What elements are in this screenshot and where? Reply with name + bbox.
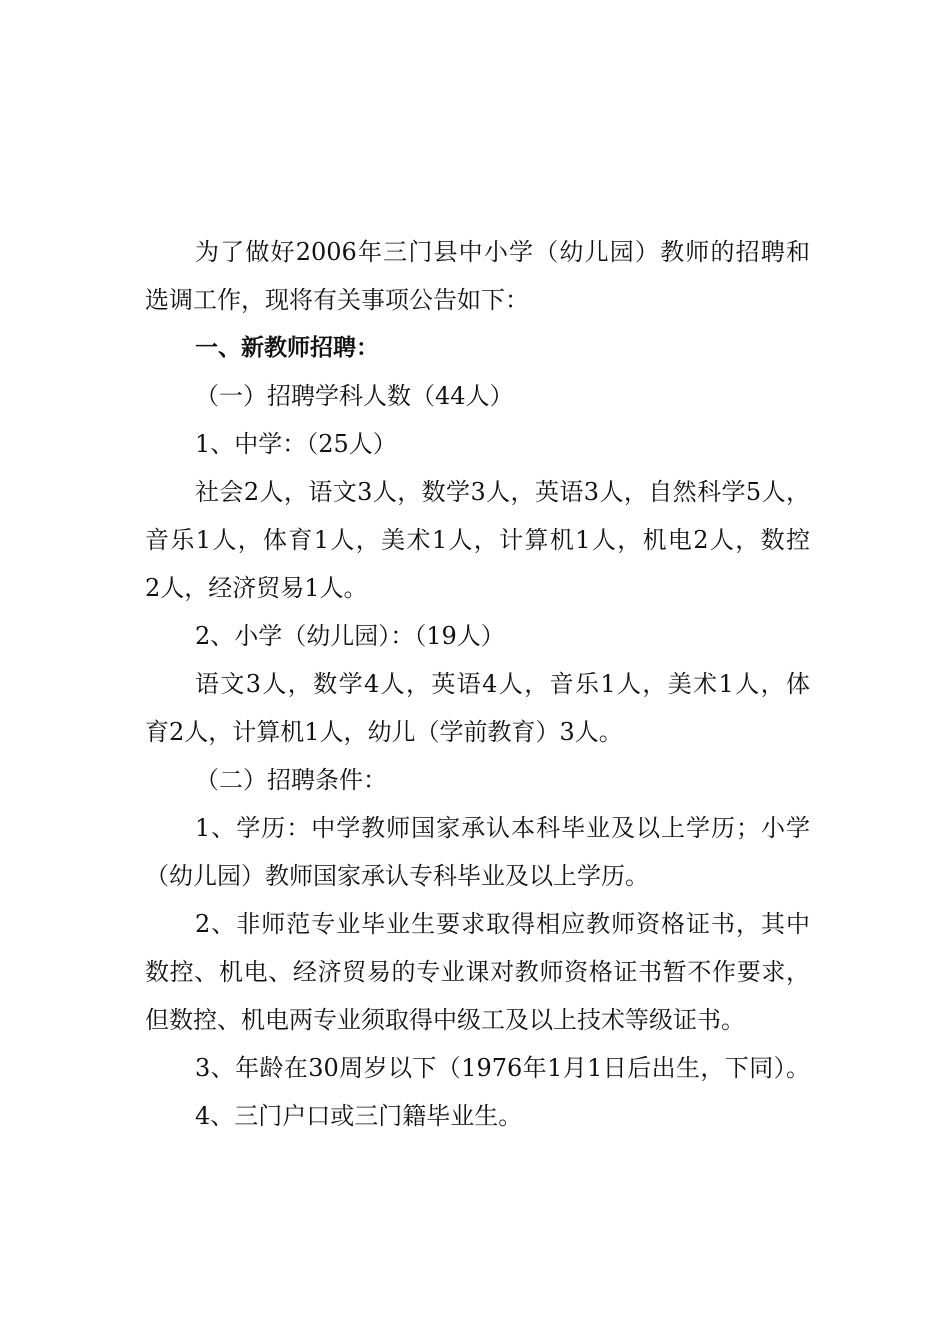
section-heading-new-teacher-recruitment: 一、新教师招聘： (195, 335, 379, 361)
primary-school-subjects-line-1: 语文3人，数学4人，英语4人，音乐1人，美术1人，体 (195, 670, 810, 698)
condition-age: 3、年龄在30周岁以下（1976年1月1日后出生，下同）。 (195, 1054, 810, 1082)
intro-line-2: 选调工作，现将有关事项公告如下： (145, 286, 529, 314)
subsection-recruitment-conditions: （二）招聘条件： (195, 766, 387, 794)
condition-certificate-line-3: 但数控、机电两专业须取得中级工及以上技术等级证书。 (145, 1006, 745, 1034)
intro-line-1: 为了做好2006年三门县中小学（幼儿园）教师的招聘和 (195, 238, 810, 266)
middle-school-subjects-line-1: 社会2人，语文3人，数学3人，英语3人，自然科学5人， (195, 478, 810, 506)
document-body (145, 228, 810, 1140)
condition-certificate-line-1: 2、非师范专业毕业生要求取得相应教师资格证书，其中 (195, 910, 810, 938)
condition-education-line-1: 1、学历：中学教师国家承认本科毕业及以上学历；小学 (195, 814, 810, 842)
item-middle-school: 1、中学：（25人） (195, 430, 397, 458)
item-primary-school: 2、小学（幼儿园）：（19人） (195, 622, 505, 650)
condition-residence: 4、三门户口或三门籍毕业生。 (195, 1102, 523, 1130)
condition-certificate-line-2: 数控、机电、经济贸易的专业课对教师资格证书暂不作要求， (145, 958, 810, 986)
middle-school-subjects-line-2: 音乐1人，体育1人，美术1人，计算机1人，机电2人，数控 (145, 526, 810, 554)
condition-education-line-2: （幼儿园）教师国家承认专科毕业及以上学历。 (145, 862, 649, 890)
subsection-recruitment-numbers: （一）招聘学科人数（44人） (195, 382, 514, 410)
middle-school-subjects-line-3: 2人，经济贸易1人。 (145, 574, 368, 602)
primary-school-subjects-line-2: 育2人，计算机1人，幼儿（学前教育）3人。 (145, 718, 623, 746)
